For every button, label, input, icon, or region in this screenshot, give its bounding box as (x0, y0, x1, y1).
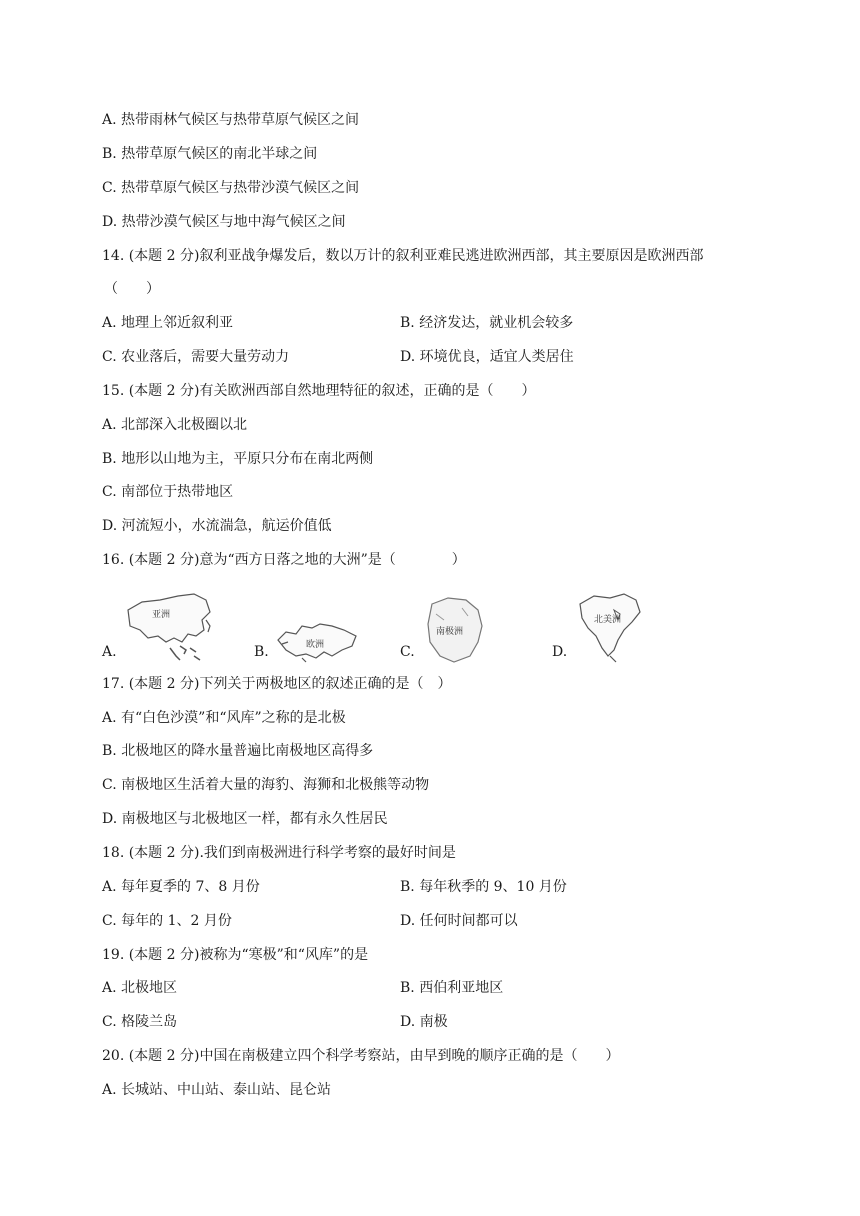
q18-option-a: A. 每年夏季的 7、8 月份 (102, 879, 260, 895)
q18-stem: 18. (本题 2 分).我们到南极洲进行科学考察的最好时间是 (102, 845, 456, 861)
q20-option-a: A. 长城站、中山站、泰山站、昆仑站 (102, 1082, 332, 1098)
q16-option-b-map-label: 欧洲 (306, 640, 325, 650)
q19-option-b: B. 西伯利亚地区 (400, 980, 504, 996)
q18-option-b: B. 每年秋季的 9、10 月份 (400, 879, 567, 895)
q20-stem: 20. (本题 2 分)中国在南极建立四个科学考察站，由早到晚的顺序正确的是（ ） (102, 1048, 620, 1064)
europe-map-icon (272, 616, 362, 666)
asia-map-icon (120, 590, 216, 666)
q13-option-b: B. 热带草原气候区的南北半球之间 (102, 146, 318, 162)
q14-option-d: D. 环境优良，适宜人类居住 (400, 349, 574, 365)
q15-stem: 15. (本题 2 分)有关欧洲西部自然地理特征的叙述，正确的是（ ） (102, 383, 536, 399)
q16-stem: 16. (本题 2 分)意为“西方日落之地的大洲”是（ ） (102, 552, 466, 568)
q17-stem: 17. (本题 2 分)下列关于两极地区的叙述正确的是（ ） (102, 676, 452, 692)
q14-answer-blank: （ ） (104, 281, 160, 297)
q16-option-a-letter: A. (102, 644, 117, 660)
q14-option-a: A. 地理上邻近叙利亚 (102, 315, 234, 331)
q18-option-c: C. 每年的 1、2 月份 (102, 913, 232, 929)
q16-option-a-map-label: 亚洲 (152, 610, 171, 620)
q16-option-b (254, 588, 384, 666)
q16-option-c (400, 588, 530, 666)
q19-option-d: D. 南极 (400, 1014, 448, 1030)
antarctica-map-icon (422, 594, 486, 666)
q19-option-c: C. 格陵兰岛 (102, 1014, 178, 1030)
q18-option-d: D. 任何时间都可以 (400, 913, 518, 929)
q15-option-b: B. 地形以山地为主，平原只分布在南北两侧 (102, 451, 374, 467)
q17-option-c: C. 南极地区生活着大量的海豹、海狮和北极熊等动物 (102, 777, 430, 793)
q19-stem: 19. (本题 2 分)被称为“寒极”和“风库”的是 (102, 947, 369, 963)
q13-option-c: C. 热带草原气候区与热带沙漠气候区之间 (102, 180, 360, 196)
q13-option-a: A. 热带雨林气候区与热带草原气候区之间 (102, 112, 360, 128)
q16-option-c-letter: C. (400, 644, 415, 660)
q13-option-d: D. 热带沙漠气候区与地中海气候区之间 (102, 214, 346, 230)
q16-option-d-map-label: 北美洲 (594, 615, 622, 625)
q14-option-b: B. 经济发达，就业机会较多 (400, 315, 574, 331)
q16-option-a (102, 588, 232, 666)
q14-stem: 14. (本题 2 分)叙利亚战争爆发后，数以万计的叙利亚难民逃进欧洲西部，其主要原因是欧洲西部 (102, 248, 704, 264)
q16-option-d (552, 588, 682, 666)
q17-option-b: B. 北极地区的降水量普遍比南极地区高得多 (102, 743, 374, 759)
q17-option-d: D. 南极地区与北极地区一样，都有永久性居民 (102, 811, 388, 827)
q19-option-a: A. 北极地区 (102, 980, 178, 996)
q15-option-a: A. 北部深入北极圈以北 (102, 417, 248, 433)
q16-option-d-letter: D. (552, 644, 568, 660)
q14-option-c: C. 农业落后，需要大量劳动力 (102, 349, 290, 365)
north-america-map-icon (574, 590, 646, 666)
q16-option-c-map-label: 南极洲 (436, 627, 464, 637)
q17-option-a: A. 有“白色沙漠”和“风库”之称的是北极 (102, 710, 346, 726)
q15-option-c: C. 南部位于热带地区 (102, 484, 234, 500)
q15-option-d: D. 河流短小，水流湍急，航运价值低 (102, 518, 332, 534)
q16-option-b-letter: B. (254, 644, 269, 660)
